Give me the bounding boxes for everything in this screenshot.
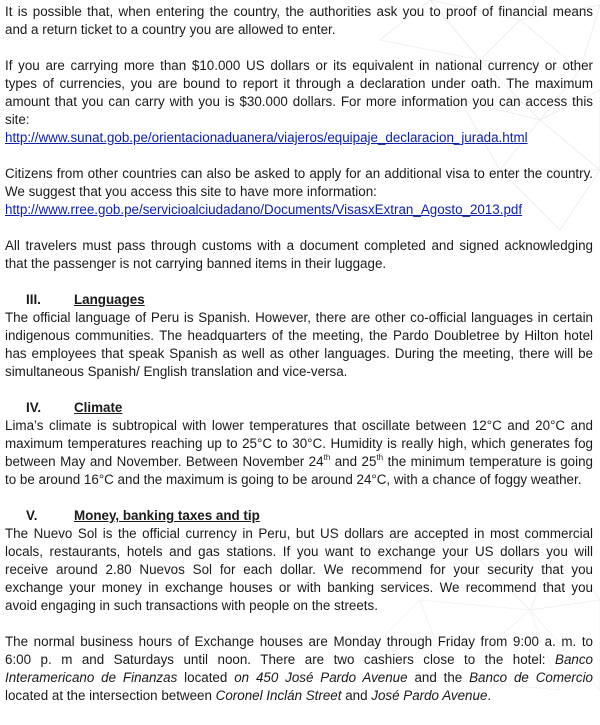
climate-section-title: Climate [74, 400, 123, 415]
hours-text-d: located at the intersection between [5, 688, 216, 703]
ordinal-suffix: th [376, 453, 384, 462]
visa-text: Citizens from other countries can also be asked to apply for an additional visa to enter the country. We suggest that you access this site to have more information: [5, 166, 593, 199]
languages-section-title: Languages [74, 292, 145, 307]
climate-section-number: IV. [26, 400, 42, 415]
hours-text-f: . [487, 688, 492, 703]
currency-declaration-text: If you are carrying more than $10.000 US dollars or its equivalent in national currency or other types of currencies, you are bound to report it through a declaration under oath. The maximum amount that you can carry with you is $30.000 dollars. For more information you can access this site: [5, 58, 593, 127]
ordinal-suffix: th [323, 453, 331, 462]
currency-declaration-paragraph [5, 57, 593, 147]
visa-paragraph [5, 165, 593, 219]
climate-paragraph [5, 417, 593, 489]
street-name: José Pardo Avenue [371, 688, 488, 703]
languages-section-number: III. [26, 292, 41, 307]
bank-address: on 450 José Pardo Avenue [234, 670, 408, 685]
climate-heading [5, 399, 593, 417]
climate-text-a: Lima’s climate is subtropical with lower temperatures that oscillate between 12°C and 20°C and maximum temperatures reaching up to 25°C to 30°C. Humidity is really high, which generates fog between May and November. Between November 24 [5, 418, 593, 469]
languages-paragraph: The official language of Peru is Spanish. However, there are other co-official languages in certain indigenous communities. The headquarters of the meeting, the Pardo Doubletree by Hilton hotel has employees that speak Spanish as well as other languages. During the meeting, there will be simultaneous Spanish/ English translation and vice-versa. [5, 310, 593, 379]
customs-paragraph: All travelers must pass through customs with a document completed and signed acknowledging that the passenger is not carrying banned items in their luggage. [5, 238, 593, 271]
sunat-link[interactable]: http://www.sunat.gob.pe/orientacionaduanera/viajeros/equipaje_declaracion_jurada.html [5, 130, 528, 145]
money-paragraph: The Nuevo Sol is the official currency in Peru, but US dollars are accepted in most commercial locals, restaurants, hotels and gas stations. If you want to exchange your US dollars you will receive around 2.80 Nuevos Sol for each dollar. We recommend for your security that you exchange your money in exchange houses or with banking services. We recommend that you avoid engaging in such transactions with people on the streets. [5, 526, 593, 613]
bank-name: Banco de Comercio [469, 670, 594, 685]
rree-link[interactable]: http://www.rree.gob.pe/servicioalciudadano/Documents/VisasxExtran_Agosto_2013.pdf [5, 202, 523, 217]
bank-name: Banco Interamericano de Finanzas [5, 652, 593, 685]
money-section-number: V. [26, 508, 38, 523]
money-section-title: Money, banking taxes and tip [74, 508, 260, 523]
money-heading [5, 507, 593, 525]
hours-text-c: and the [407, 670, 470, 685]
hours-text-e: and [341, 688, 372, 703]
business-hours-paragraph [5, 633, 593, 705]
street-name: Coronel Inclán Street [215, 688, 342, 703]
climate-text-c: the minimum temperature is going to be around 16°C and the maximum is going to be around 24°C, with a chance of foggy weather. [5, 454, 593, 487]
hours-text-b: located [177, 670, 235, 685]
hours-text-a: The normal business hours of Exchange houses are Monday through Friday from 9:00 a. m. to 6:00 p. m and Saturdays until noon. There are two cashiers close to the hotel: [5, 634, 593, 667]
languages-heading [5, 291, 593, 309]
document-body [5, 3, 593, 705]
financial-proof-paragraph: It is possible that, when entering the country, the authorities ask you to proof of financial means and a return ticket to a country you are allowed to enter. [5, 4, 593, 37]
climate-text-b: and 25 [330, 454, 377, 469]
